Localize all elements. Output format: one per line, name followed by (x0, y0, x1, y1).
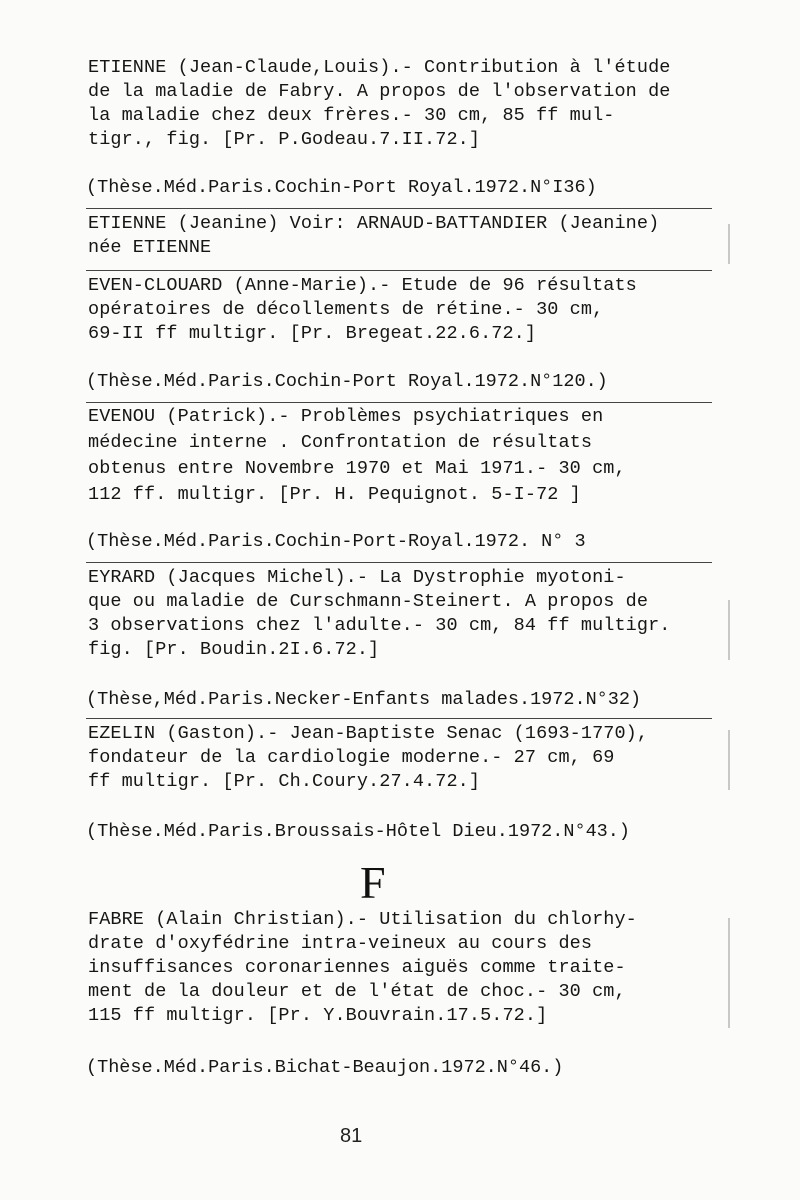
thesis-reference: (Thèse.Méd.Paris.Cochin-Port Royal.1972.N°I36) (86, 177, 597, 198)
divider-rule (86, 402, 712, 403)
scan-bleed-mark (728, 918, 730, 1028)
thesis-reference: (Thèse,Méd.Paris.Necker-Enfants malades.1972.N°32) (86, 689, 642, 710)
thesis-reference: (Thèse.Méd.Paris.Cochin-Port Royal.1972.N°120.) (86, 371, 608, 392)
scan-bleed-mark (728, 600, 730, 660)
entry-line: médecine interne . Confrontation de résultats (88, 432, 593, 453)
entry-etienne-jeanine (88, 212, 728, 260)
entry-line: insuffisances coronariennes aiguës comme traite- (88, 957, 626, 978)
entry-line: FABRE (Alain Christian).- Utilisation du chlorhy- (88, 909, 637, 930)
entry-even-clouard (88, 274, 728, 346)
entry-line: que ou maladie de Curschmann-Steinert. A propos de (88, 591, 649, 612)
thesis-reference: (Thèse.Méd.Paris.Cochin-Port-Royal.1972. N° 3 (86, 531, 586, 552)
entry-line: 115 ff multigr. [Pr. Y.Bouvrain.17.5.72.] (88, 1005, 548, 1026)
entry-ezelin (88, 722, 728, 794)
entry-evenou (88, 404, 728, 508)
entry-eyrard (88, 566, 728, 662)
entry-line: EVEN-CLOUARD (Anne-Marie).- Etude de 96 résultats (88, 275, 637, 296)
entry-line: la maladie chez deux frères.- 30 cm, 85 ff mul- (88, 105, 615, 126)
thesis-reference: (Thèse.Méd.Paris.Broussais-Hôtel Dieu.1972.N°43.) (86, 821, 630, 842)
entry-line: obtenus entre Novembre 1970 et Mai 1971.- 30 cm, (88, 458, 626, 479)
entry-line: ETIENNE (Jean-Claude,Louis).- Contribution à l'étude (88, 57, 671, 78)
entry-line: 3 observations chez l'adulte.- 30 cm, 84 ff multigr. (88, 615, 671, 636)
divider-rule (86, 208, 712, 209)
scan-bleed-mark (728, 224, 730, 264)
entry-line: de la maladie de Fabry. A propos de l'observation de (88, 81, 671, 102)
entry-line: EZELIN (Gaston).- Jean-Baptiste Senac (1693-1770), (88, 723, 649, 744)
entry-etienne-jean-claude (88, 56, 728, 152)
scan-bleed-mark (728, 730, 730, 790)
entry-line: drate d'oxyfédrine intra-veineux au cours des (88, 933, 593, 954)
entry-line: tigr., fig. [Pr. P.Godeau.7.II.72.] (88, 129, 481, 150)
entry-line: 69-II ff multigr. [Pr. Bregeat.22.6.72.] (88, 323, 537, 344)
entry-line: EYRARD (Jacques Michel).- La Dystrophie myotoni- (88, 567, 626, 588)
divider-rule (86, 562, 712, 563)
entry-line: ment de la douleur et de l'état de choc.- 30 cm, (88, 981, 626, 1002)
entry-line: EVENOU (Patrick).- Problèmes psychiatriques en (88, 406, 604, 427)
entry-line: fig. [Pr. Boudin.2I.6.72.] (88, 639, 380, 660)
entry-line: ETIENNE (Jeanine) Voir: ARNAUD-BATTANDIER (Jeanine) (88, 213, 660, 234)
divider-rule (86, 718, 712, 719)
entry-line: fondateur de la cardiologie moderne.- 27 cm, 69 (88, 747, 615, 768)
section-letter: F (360, 857, 386, 908)
entry-line: née ETIENNE (88, 237, 212, 258)
entry-line: opératoires de décollements de rétine.- 30 cm, (88, 299, 604, 320)
entry-fabre (88, 908, 728, 1028)
divider-rule (86, 270, 712, 271)
page-number: 81 (340, 1125, 363, 1147)
thesis-reference: (Thèse.Méd.Paris.Bichat-Beaujon.1972.N°46.) (86, 1057, 564, 1078)
entry-line: ff multigr. [Pr. Ch.Coury.27.4.72.] (88, 771, 481, 792)
entry-line: 112 ff. multigr. [Pr. H. Pequignot. 5-I-72 ] (88, 484, 581, 505)
